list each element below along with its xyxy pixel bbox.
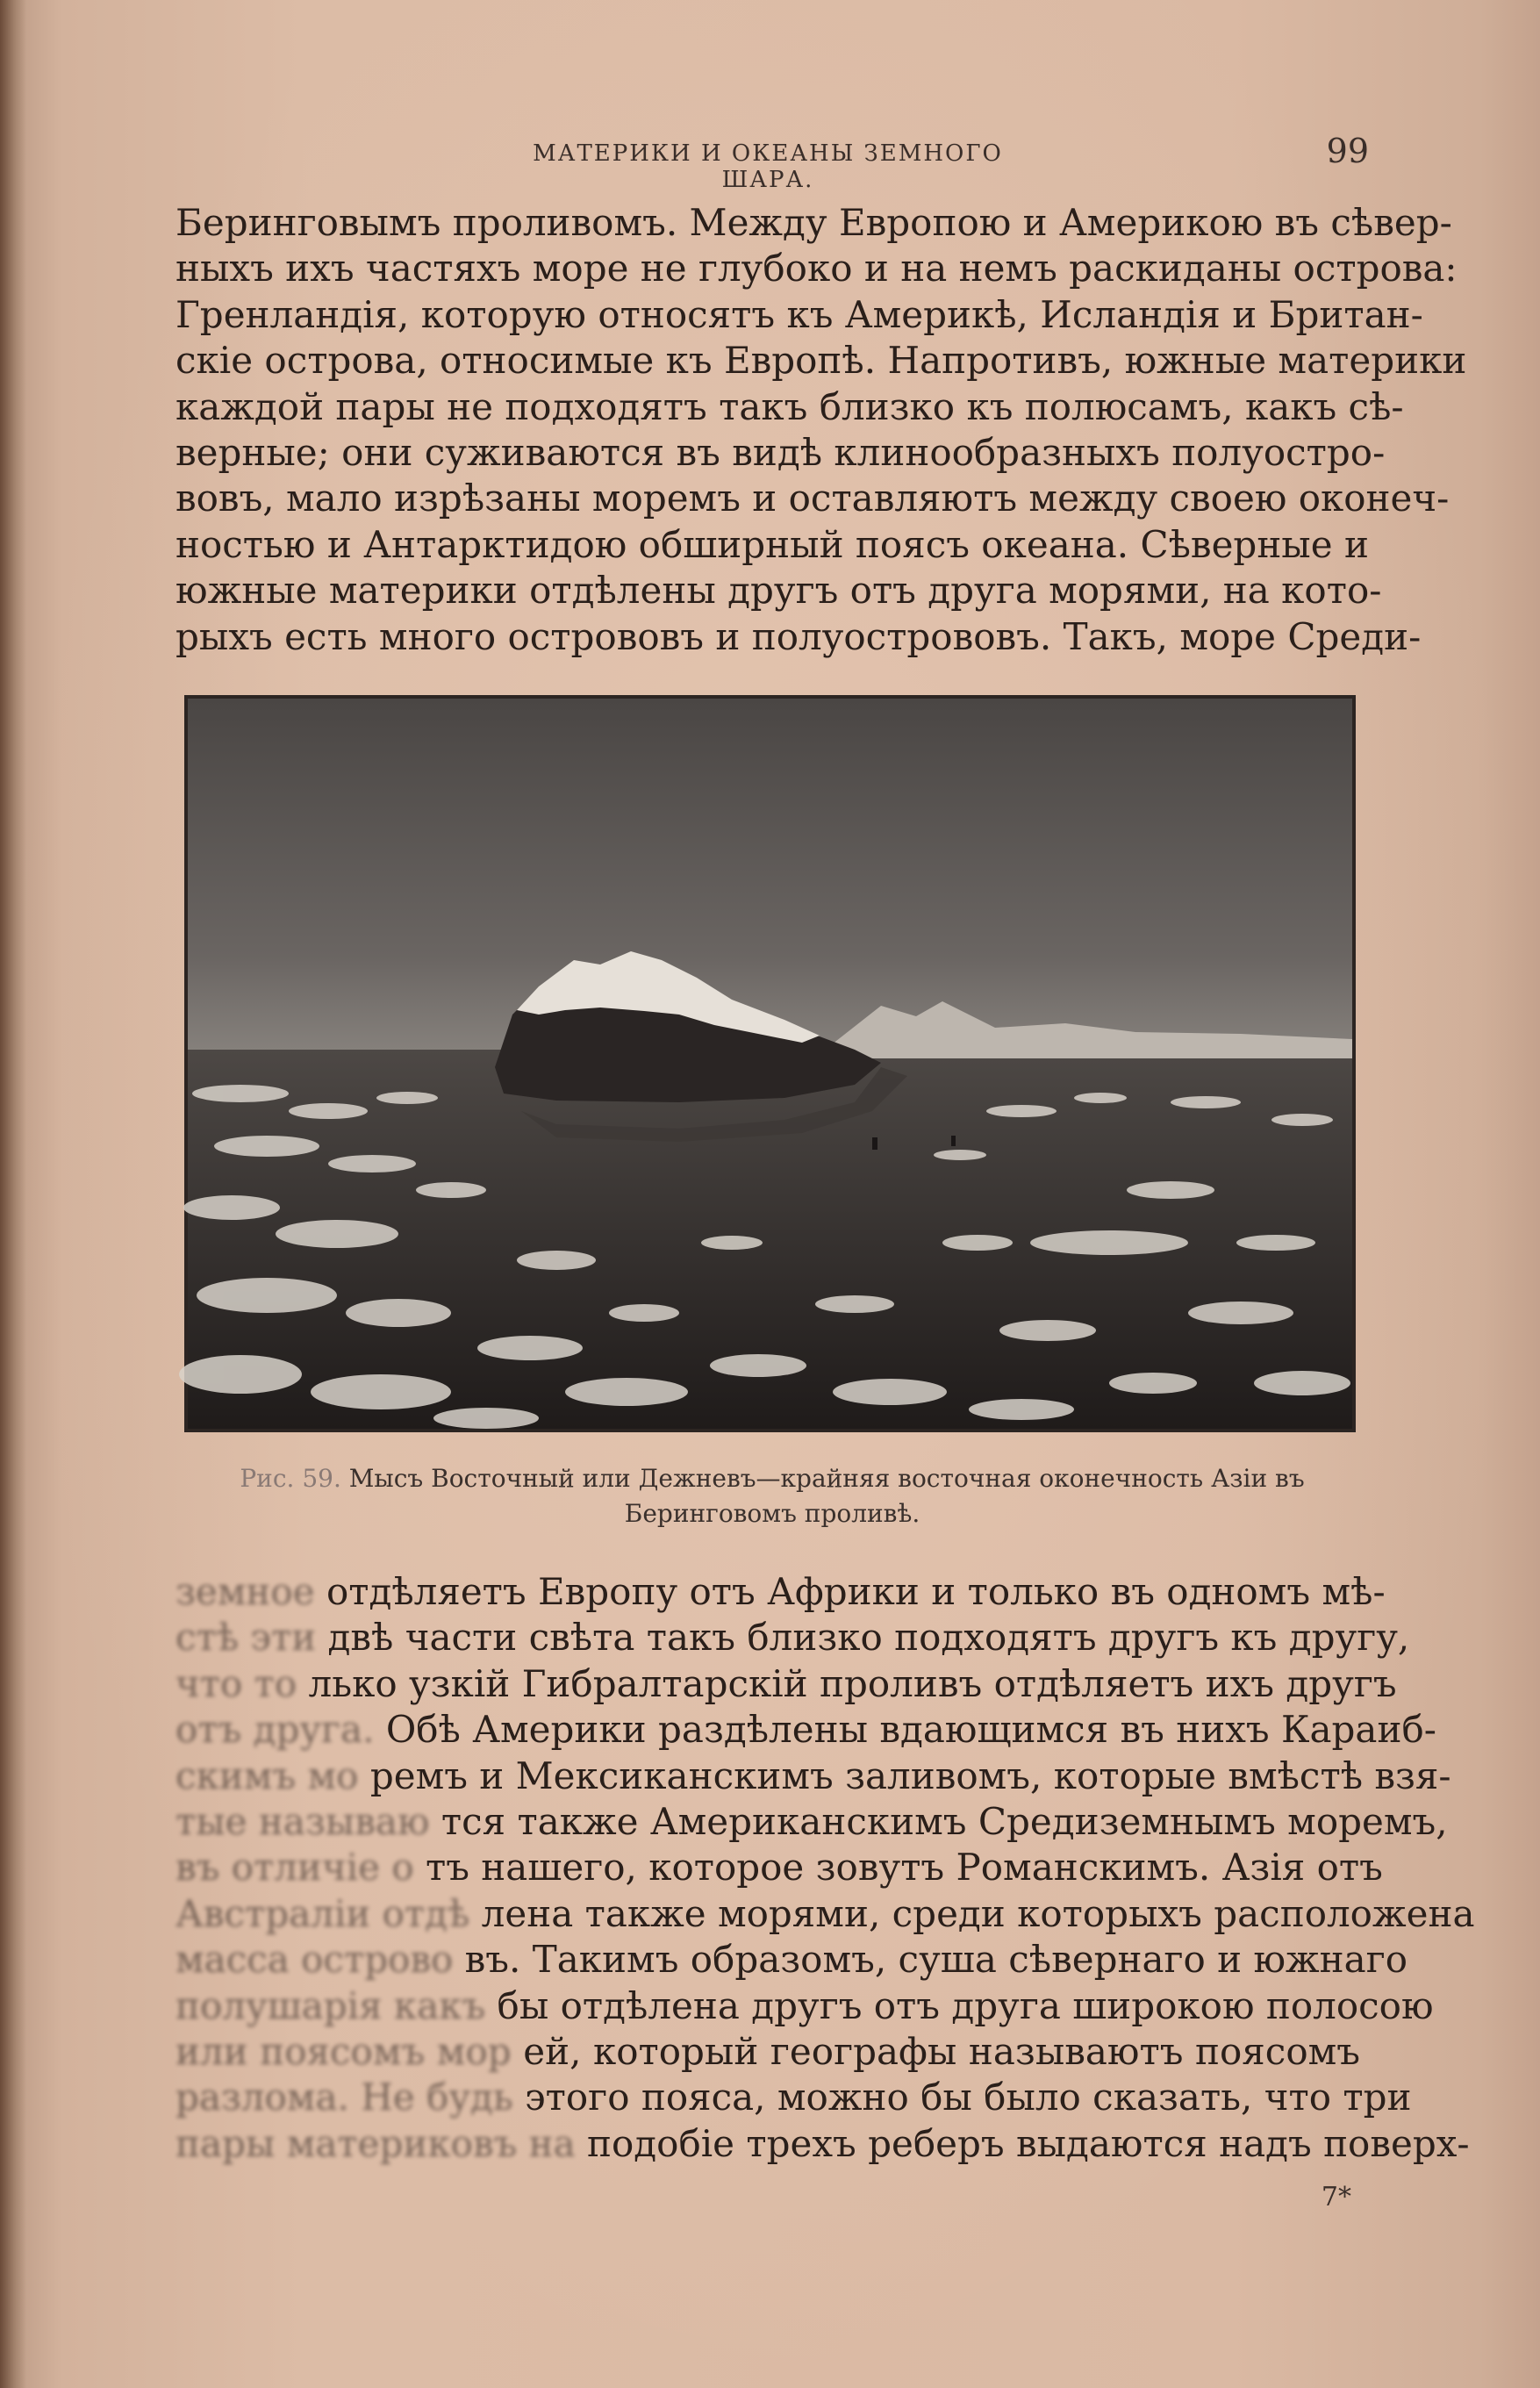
page-number: 99 [1326, 132, 1369, 170]
text-line [175, 1983, 1434, 2029]
text-line: скіе острова, относимые къ Европѣ. Напротивъ, южные материки [175, 339, 1467, 383]
text-line: Гренландія, которую относятъ къ Америкѣ, Исландія и Британ- [175, 292, 1423, 336]
line-text: въ. Такимъ образомъ, суша сѣвернаго и южнаго [464, 1938, 1407, 1982]
line-text: двѣ части свѣта такъ близко подходятъ другъ къ другу, [327, 1616, 1410, 1660]
figure-59-illustration [184, 695, 1356, 1432]
faded-text: полушарія какъ [175, 1983, 486, 2027]
text-line [175, 1799, 1448, 1845]
caption-line-2: Беринговомъ проливѣ. [624, 1499, 920, 1528]
text-line: вовъ, мало изрѣзаны моремъ и оставляютъ между своею оконеч- [175, 477, 1450, 520]
faded-text: въ отличіе о [175, 1846, 414, 1890]
faded-text: разлома. Не будь [175, 2076, 513, 2119]
text-line [175, 1615, 1410, 1660]
faded-text: тые называю [175, 1799, 430, 1843]
faded-text: что то [175, 1661, 297, 1705]
text-line [175, 1937, 1407, 1983]
cape-dezhnev-engraving [188, 699, 1352, 1429]
text-line: Беринговымъ проливомъ. Между Европою и Америкою въ сѣвер- [175, 201, 1452, 244]
text-line [175, 1569, 1386, 1615]
line-text: отдѣляетъ Европу отъ Африки и только въ одномъ мѣ- [326, 1570, 1386, 1613]
body-text-top [175, 200, 1467, 660]
text-line [175, 1661, 1397, 1707]
line-text: лена также морями, среди которыхъ расположена [481, 1891, 1475, 1935]
line-text: тъ нашего, которое зовутъ Романскимъ. Азія отъ [425, 1846, 1383, 1890]
line-text: Обѣ Америки раздѣлены вдающимся въ нихъ Караиб- [385, 1708, 1436, 1752]
text-line: верные; они суживаются въ видѣ клинообразныхъ полуостро- [175, 430, 1386, 474]
faded-text: скимъ мо [175, 1753, 359, 1797]
running-head: МАТЕРИКИ И ОКЕАНЫ ЗЕМНОГО ШАРА. [533, 140, 1003, 193]
text-line [175, 1891, 1475, 1937]
figure-label: Рис. 59. [240, 1464, 341, 1493]
faded-text: стѣ эти [175, 1616, 317, 1660]
text-line: южные материки отдѣлены другъ отъ друга морями, на кото- [175, 569, 1382, 613]
text-line: ныхъ ихъ частяхъ море не глубоко и на немъ раскиданы острова: [175, 247, 1458, 290]
line-text: подобіе трехъ реберъ выдаются надъ поверх- [587, 2121, 1470, 2165]
text-line: каждой пары не подходятъ такъ близко къ полюсамъ, какъ сѣ- [175, 384, 1404, 428]
line-text: этого пояса, можно бы было сказать, что три [525, 2076, 1412, 2119]
line-text: лько узкій Гибралтарскій проливъ отдѣляетъ ихъ другъ [308, 1661, 1397, 1705]
page-binding-edge [0, 0, 26, 2388]
text-line: рыхъ есть много острововъ и полуострововъ. Такъ, море Среди- [175, 614, 1422, 658]
line-text: бы отдѣлена другъ отъ друга широкою полосою [497, 1983, 1434, 2027]
figure-caption [197, 1461, 1347, 1531]
text-line [175, 1845, 1383, 1890]
caption-line-1: Мысъ Восточный или Дежневъ—крайняя восточная оконечность Азіи въ [348, 1464, 1305, 1493]
text-line: ностью и Антарктидою обширный поясъ океана. Сѣверные и [175, 522, 1369, 566]
text-line [175, 2029, 1360, 2075]
faded-text: или поясомъ мор [175, 2029, 512, 2073]
faded-text: пары материковъ на [175, 2121, 576, 2165]
signature-mark: 7* [1321, 2182, 1351, 2212]
faded-text: масса острово [175, 1938, 454, 1982]
faded-text: земное [175, 1570, 315, 1613]
faded-text: отъ друга. [175, 1708, 375, 1752]
text-line [175, 2121, 1470, 2167]
faded-text: Австраліи отдѣ [175, 1891, 470, 1935]
body-text-bottom [175, 1569, 1475, 2167]
text-line [175, 1707, 1436, 1753]
text-line [175, 1753, 1451, 1799]
line-text: тся также Американскимъ Средиземнымъ моремъ, [441, 1799, 1448, 1843]
line-text: ей, который географы называютъ поясомъ [523, 2029, 1360, 2073]
text-line [175, 2075, 1412, 2120]
line-text: ремъ и Мексиканскимъ заливомъ, которые вмѣстѣ взя- [369, 1753, 1451, 1797]
